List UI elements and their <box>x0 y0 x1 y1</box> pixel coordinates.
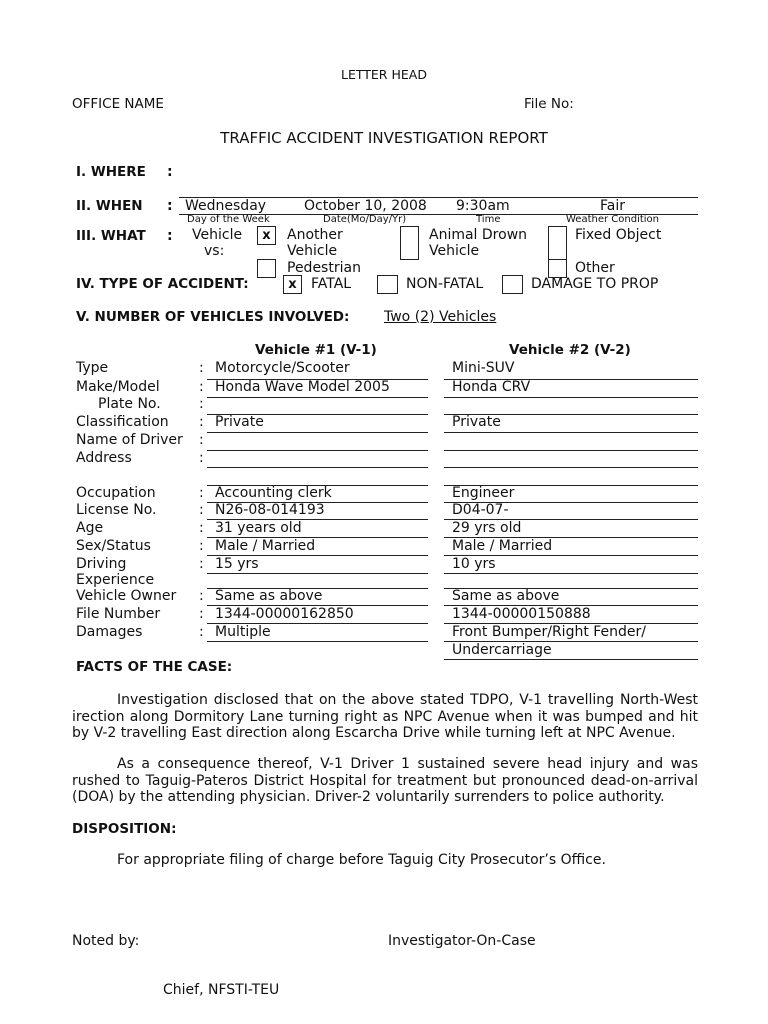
v2-rule <box>444 450 698 451</box>
what-label: III. WHAT <box>76 228 146 244</box>
v1-make: Honda Wave Model 2005 <box>215 379 390 395</box>
v1-rule <box>207 588 428 589</box>
what-colon: : <box>167 228 173 244</box>
type-label: IV. TYPE OF ACCIDENT: <box>76 276 249 292</box>
disposition-heading: DISPOSITION: <box>72 821 177 837</box>
when-colon: : <box>167 198 173 214</box>
v2-header: Vehicle #2 (V-2) <box>509 342 631 358</box>
when-date: October 10, 2008 <box>304 198 427 214</box>
v2-rule <box>444 467 698 468</box>
type-damage: DAMAGE TO PROP <box>531 276 659 292</box>
colon-age: : <box>199 520 204 536</box>
v2-rule <box>444 605 698 606</box>
when-label: II. WHEN <box>76 198 143 214</box>
v2-rule <box>444 623 698 624</box>
v1-rule <box>207 605 428 606</box>
label-experience: Experience <box>76 572 155 588</box>
facts-paragraph-2: As a consequence thereof, V-1 Driver 1 sustained severe head injury and was rushed to Taguig-Pateros District Hospital for treatment but pronounced dead-on-arrival (DOA) by the attending physician. Driver-2 voluntarily surrenders to police authority. <box>72 756 698 805</box>
label-sex: Sex/Status <box>76 538 151 554</box>
type-fatal: FATAL <box>311 276 352 292</box>
when-day: Wednesday <box>185 198 267 214</box>
label-occupation: Occupation <box>76 485 156 501</box>
v2-rule <box>444 414 698 415</box>
nonfatal-checkbox[interactable] <box>377 275 398 294</box>
v2-rule <box>444 519 698 520</box>
chief-signature-line: Chief, NFSTI-TEU <box>163 982 280 998</box>
colon-plate: : <box>199 396 204 412</box>
v2-occupation: Engineer <box>452 485 515 501</box>
v1-rule <box>207 432 428 433</box>
another-vehicle-checkbox[interactable]: x <box>257 226 276 245</box>
v2-damages-2: Undercarriage <box>452 642 552 658</box>
label-make: Make/Model <box>76 379 160 395</box>
v1-age: 31 years old <box>215 520 302 536</box>
v2-rule <box>444 485 698 486</box>
v1-rule <box>207 379 428 380</box>
v2-license: D04-07- <box>452 502 509 518</box>
v2-rule <box>444 573 698 574</box>
label-driver: Name of Driver <box>76 432 183 448</box>
colon-make: : <box>199 379 204 395</box>
type-nonfatal: NON-FATAL <box>406 276 484 292</box>
where-label: I. WHERE <box>76 164 146 180</box>
time-caption: Time <box>476 214 501 225</box>
what-animal: Animal Drown <box>429 227 528 243</box>
v1-rule <box>207 573 428 574</box>
v1-rule <box>207 623 428 624</box>
v1-file-number: 1344-00000162850 <box>215 606 354 622</box>
colon-type: : <box>199 360 204 376</box>
v2-make: Honda CRV <box>452 379 531 395</box>
v2-file-number: 1344-00000150888 <box>452 606 591 622</box>
v2-age: 29 yrs old <box>452 520 522 536</box>
facts-paragraph-1: Investigation disclosed that on the above stated TDPO, V-1 travelling North-West irection along Dormitory Lane turning right as NPC Avenue when it was bumped and hit by V-2 travelling East direction along Escarcha Drive while turning left at NPC Avenue. <box>72 692 698 741</box>
label-license: License No. <box>76 502 157 518</box>
v2-rule <box>444 537 698 538</box>
v1-rule <box>207 397 428 398</box>
when-weather: Fair <box>600 198 625 214</box>
office-name: OFFICE NAME <box>72 96 164 112</box>
fatal-checkbox[interactable]: x <box>283 275 302 294</box>
colon-owner: : <box>199 588 204 604</box>
what-fixed: Fixed Object <box>575 227 662 243</box>
what-another-2: Vehicle <box>287 243 338 259</box>
animal-drawn-checkbox[interactable] <box>400 226 419 260</box>
v1-owner: Same as above <box>215 588 323 604</box>
fixed-object-checkbox[interactable] <box>548 226 567 260</box>
damage-checkbox[interactable] <box>502 275 523 294</box>
v2-rule <box>444 641 698 642</box>
v1-license: N26-08-014193 <box>215 502 325 518</box>
facts-heading: FACTS OF THE CASE: <box>76 659 233 675</box>
label-owner: Vehicle Owner <box>76 588 177 604</box>
v1-type: Motorcycle/Scooter <box>215 360 350 376</box>
v1-sex: Male / Married <box>215 538 316 554</box>
v2-rule <box>444 397 698 398</box>
v2-driving: 10 yrs <box>452 556 496 572</box>
colon-occupation: : <box>199 485 204 501</box>
label-plate: Plate No. <box>98 396 161 412</box>
v1-occupation: Accounting clerk <box>215 485 332 501</box>
what-other: Other <box>575 260 615 276</box>
disposition-text: For appropriate filing of charge before Taguig City Prosecutor’s Office. <box>117 852 606 868</box>
what-vehicle: Vehicle <box>192 227 243 243</box>
v1-rule <box>207 537 428 538</box>
v1-rule <box>207 450 428 451</box>
v1-rule <box>207 555 428 556</box>
noted-by: Noted by: <box>72 933 140 949</box>
vehicles-involved-label: V. NUMBER OF VEHICLES INVOLVED: <box>76 309 350 325</box>
label-age: Age <box>76 520 104 536</box>
report-title: TRAFFIC ACCIDENT INVESTIGATION REPORT <box>220 129 548 147</box>
v2-rule <box>444 555 698 556</box>
v1-driving: 15 yrs <box>215 556 259 572</box>
colon-file-number: : <box>199 606 204 622</box>
v1-rule <box>207 502 428 503</box>
v1-rule <box>207 641 428 642</box>
v2-rule <box>444 379 698 380</box>
what-animal-2: Vehicle <box>429 243 480 259</box>
colon-driving: : <box>199 556 204 572</box>
colon-classification: : <box>199 414 204 430</box>
v2-type: Mini-SUV <box>452 360 515 376</box>
where-colon: : <box>167 164 173 180</box>
colon-sex: : <box>199 538 204 554</box>
label-classification: Classification <box>76 414 169 430</box>
file-no-label: File No: <box>524 96 574 112</box>
when-time: 9:30am <box>456 198 510 214</box>
vehicles-involved-value: Two (2) Vehicles <box>384 309 497 325</box>
letter-head: LETTER HEAD <box>341 67 427 82</box>
v2-rule <box>444 659 698 660</box>
colon-driver: : <box>199 432 204 448</box>
colon-damages: : <box>199 624 204 640</box>
v1-damages: Multiple <box>215 624 271 640</box>
label-file-number: File Number <box>76 606 161 622</box>
day-caption: Day of the Week <box>187 214 270 225</box>
label-address: Address <box>76 450 132 466</box>
v2-damages: Front Bumper/Right Fender/ <box>452 624 647 640</box>
v1-classification: Private <box>215 414 264 430</box>
v2-rule <box>444 588 698 589</box>
what-another: Another <box>287 227 343 243</box>
what-pedestrian: Pedestrian <box>287 260 361 276</box>
what-vs: vs: <box>204 243 225 259</box>
label-type: Type <box>76 360 109 376</box>
v1-header: Vehicle #1 (V-1) <box>255 342 377 358</box>
v1-rule <box>207 519 428 520</box>
colon-address: : <box>199 450 204 466</box>
v2-rule <box>444 432 698 433</box>
colon-license: : <box>199 502 204 518</box>
date-caption: Date(Mo/Day/Yr) <box>323 214 407 225</box>
label-driving: Driving <box>76 556 127 572</box>
v1-rule <box>207 414 428 415</box>
v2-rule <box>444 502 698 503</box>
v2-owner: Same as above <box>452 588 560 604</box>
pedestrian-checkbox[interactable] <box>257 259 276 278</box>
investigator-on-case: Investigator-On-Case <box>388 933 536 949</box>
weather-caption: Weather Condition <box>566 214 660 225</box>
v1-rule <box>207 485 428 486</box>
v2-classification: Private <box>452 414 501 430</box>
v2-sex: Male / Married <box>452 538 553 554</box>
v1-rule <box>207 467 428 468</box>
label-damages: Damages <box>76 624 143 640</box>
